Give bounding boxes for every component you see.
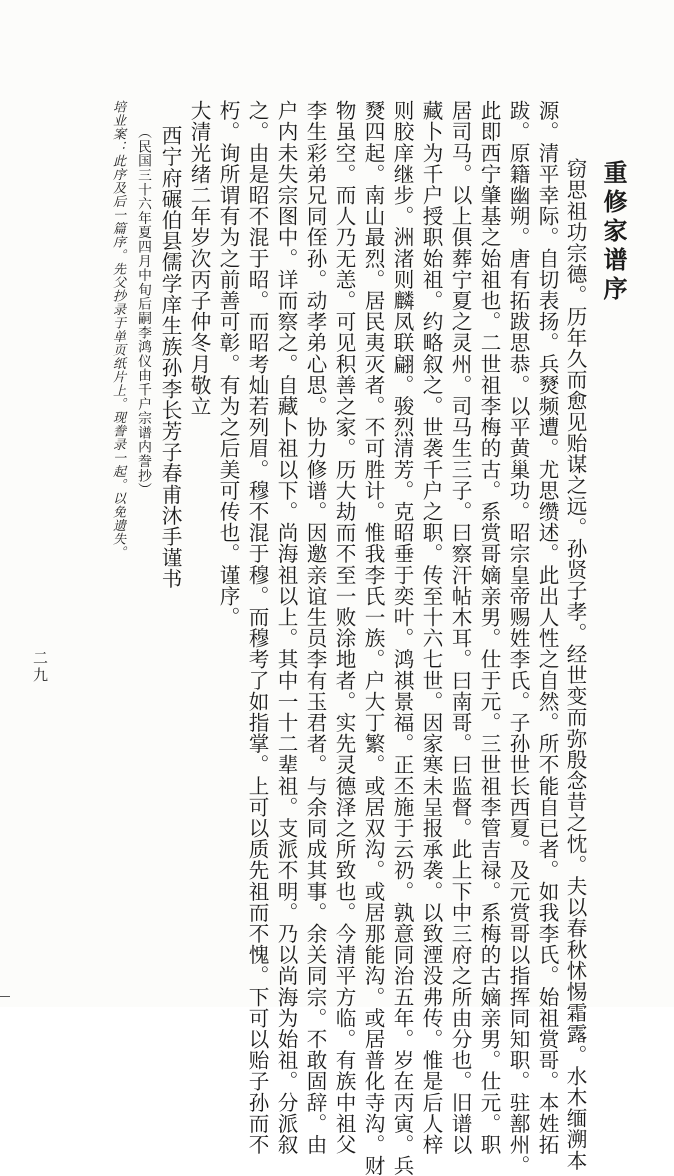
signature-line: 西宁府碾伯县儒学庠生族孙李长芳子春甫沐手谨书 — [158, 125, 182, 590]
body-line-9: 物虽空。而人乃无恙。可见积善之家。历大劫而不至一败涂地者。实先灵德泽之所致也。今清平方临。有族中祖父 — [332, 100, 356, 1155]
date-line: 大清光绪二年岁次丙子仲冬月敬立 — [187, 100, 211, 417]
page-number: 二九 — [31, 650, 49, 684]
corner-mark — [0, 996, 10, 1003]
body-line-13: 朽。询所谓有为之前善可彰。有为之后美可传也。谨序。 — [216, 100, 240, 628]
body-line-7: 则胶庠继步。洲渚则麟凤联翩。骏烈清芳。克昭垂于奕叶。鸿祺景福。正丕施于云礽。孰意同治五年。岁在丙寅。兵 — [390, 100, 414, 1176]
body-line-10: 李生彩弟兄同侄孙。动孝弟心思。协力修谱。因邀亲谊生员李有玉君者。与余同成其事。余关同宗。不敢固辞。由 — [303, 100, 327, 1155]
body-line-6: 藏卜为千户授职始祖。约略叙之。世袭千户之职。传至十六七世。因家寒未呈报承袭。以致湮没弗传。惟是后人梓 — [419, 100, 443, 1155]
body-line-11: 户内未失宗图中。详而察之。自藏卜祖以下。尚海祖以上。其中一十二辈祖。支派不明。乃以尚海为始祖。分派叙 — [274, 100, 298, 1155]
body-line-5: 居司马。以上俱葬宁夏之灵州。司马生三子。曰察汗帖木耳。曰南哥。曰监督。此上下中三府之所由分也。旧谱以 — [448, 100, 472, 1155]
editor-footnote: 培业案：此序及后一篇序。先父抄录于单页纸片上。现誊录一起。以免遗失。 — [110, 100, 125, 559]
body-line-8: 燹四起。南山最烈。居民夷灭者。不可胜计。惟我李氏一族。户大丁繁。或居双沟。或居那能沟。或居普化寺沟。财 — [361, 100, 385, 1176]
body-line-4: 此即西宁肇基之始祖也。二世祖李梅的古。系赏哥嫡亲男。仕于元。三世祖李管吉禄。系梅的古嫡亲男。仕元。职 — [477, 100, 501, 1155]
transcription-note: （民国三十六年夏四月中旬后嗣李鸿仪由千户宗谱内誊抄） — [135, 125, 151, 497]
body-line-2: 源。清平幸际。自切表扬。兵燹频遭。尤思缵述。此出人性之自然。所不能自已者。如我李氏。始祖赏哥。本姓拓 — [535, 100, 559, 1155]
page-title: 重修家谱序 — [599, 160, 628, 305]
body-line-12: 之。由是昭不混于昭。而昭考灿若列眉。穆不混于穆。而穆考了如指掌。上可以质先祖而不愧。下可以贻子孙而不 — [245, 100, 269, 1155]
body-line-1: 窃思祖功宗德。历年久而愈见贻谋之远。孙贤子孝。经世变而弥殷念昔之忱。夫以春秋怵惕霜露。水木缅溯本 — [563, 158, 587, 1171]
body-line-3: 跋。原籍幽朔。唐有拓跋思恭。以平黄巢功。昭宗皇帝赐姓李氏。子孙世长西夏。及元赏哥以指挥同知职。驻鄯州。 — [506, 100, 530, 1176]
